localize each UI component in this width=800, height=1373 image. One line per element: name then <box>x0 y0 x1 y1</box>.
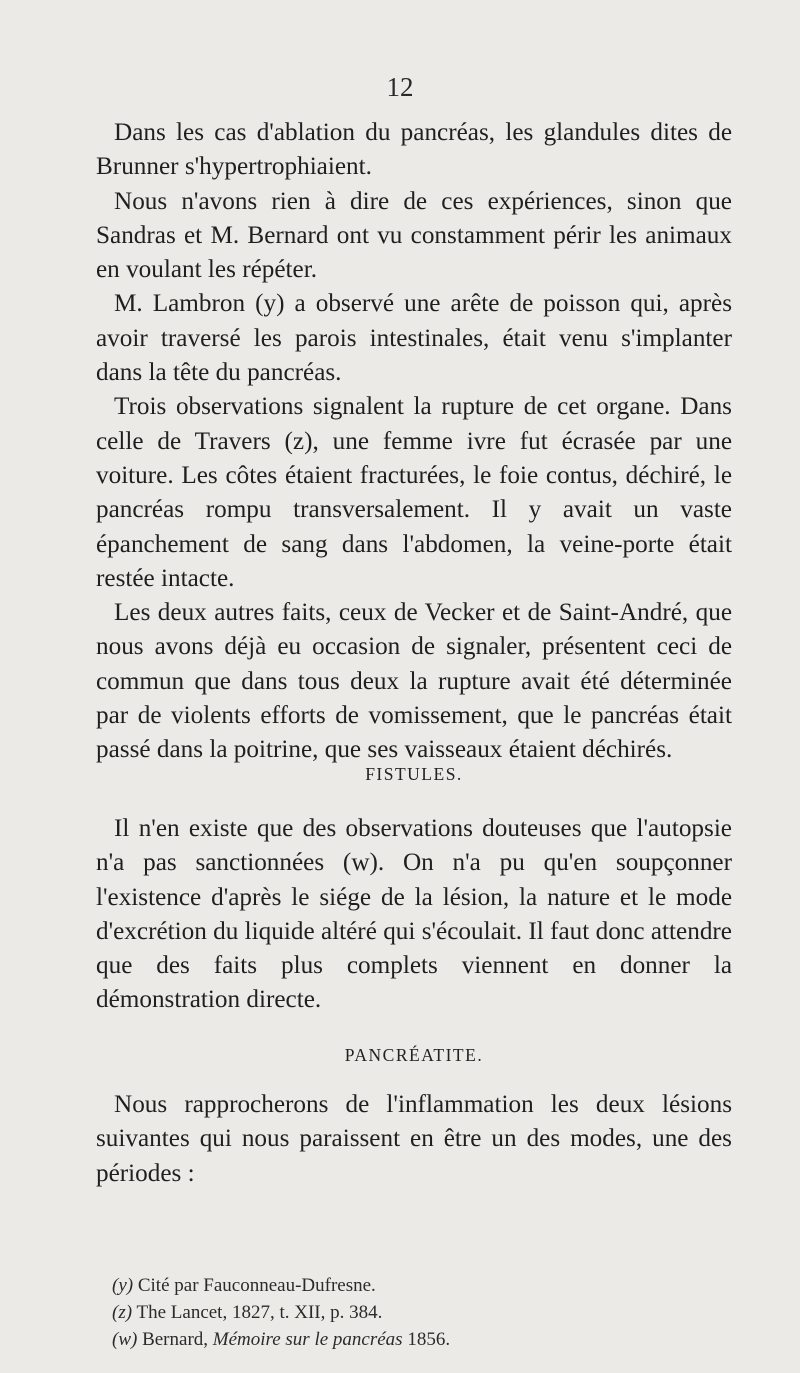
footnote-year: 1856. <box>407 1329 451 1350</box>
paragraph: Nous n'avons rien à dire de ces expériences, sinon que Sandras et M. Bernard ont vu constamment périr les animaux en voulant les répéter. <box>96 187 732 284</box>
section-heading-pancreatite: PANCRÉATITE. <box>344 1045 484 1065</box>
paragraph: Trois observations signalent la rupture de cet organe. Dans celle de Travers (z), une femme ivre fut écrasée par une voiture. Les côtes étaient fracturées, le foie contus, déchiré, le pancréas rompu transversalement. Il y avait un vaste épanchement de sang dans l'abdomen, la veine-porte était restée intacte. <box>96 393 732 592</box>
footnote-w <box>96 1326 732 1353</box>
section-body-intro <box>96 116 732 768</box>
footnote-z <box>96 1299 732 1326</box>
footnote-marker: (z) <box>112 1302 133 1323</box>
paragraph: Il n'en existe que des observations douteuses que l'autopsie n'a pas sanctionnées (w). On n'a pu qu'en soupçonner l'existence d'après le siége de la lésion, la nature et le mode d'excrétion du liquide altéré qui s'écoulait. Il faut donc attendre que des faits plus complets viennent en donner la démonstration directe. <box>96 815 732 1014</box>
section-heading-fistules: FISTULES. <box>365 764 463 784</box>
footnotes <box>96 1272 732 1353</box>
footnote-marker: (y) <box>112 1275 134 1296</box>
footnote-author: Bernard, <box>142 1329 209 1350</box>
footnote-title: Mémoire sur le pancréas <box>212 1329 403 1350</box>
footnote-y <box>96 1272 732 1299</box>
page-number: 12 <box>386 72 414 102</box>
paragraph: Dans les cas d'ablation du pancréas, les glandules dites de Brunner s'hypertrophiaient. <box>96 119 732 181</box>
paragraph: Les deux autres faits, ceux de Vecker et de Saint-André, que nous avons déjà eu occasion de signaler, présentent ceci de commun que dans tous deux la rupture avait été déterminée par de violents efforts de vomissement, que le pancréas était passé dans la poitrine, que ses vaisseaux étaient déchirés. <box>96 599 732 764</box>
footnote-text: The Lancet, 1827, t. XII, p. 384. <box>136 1302 383 1323</box>
section-body-pancreatite <box>96 1088 732 1191</box>
section-body-fistules <box>96 812 732 1018</box>
footnote-text: Cité par Fauconneau-Dufresne. <box>137 1275 376 1296</box>
paragraph: Nous rapprocherons de l'inflammation les deux lésions suivantes qui nous paraissent en être un des modes, une des périodes : <box>96 1091 732 1187</box>
paragraph: M. Lambron (y) a observé une arête de poisson qui, après avoir traversé les parois intestinales, était venu s'implanter dans la tête du pancréas. <box>96 290 732 387</box>
footnote-marker: (w) <box>112 1329 138 1350</box>
